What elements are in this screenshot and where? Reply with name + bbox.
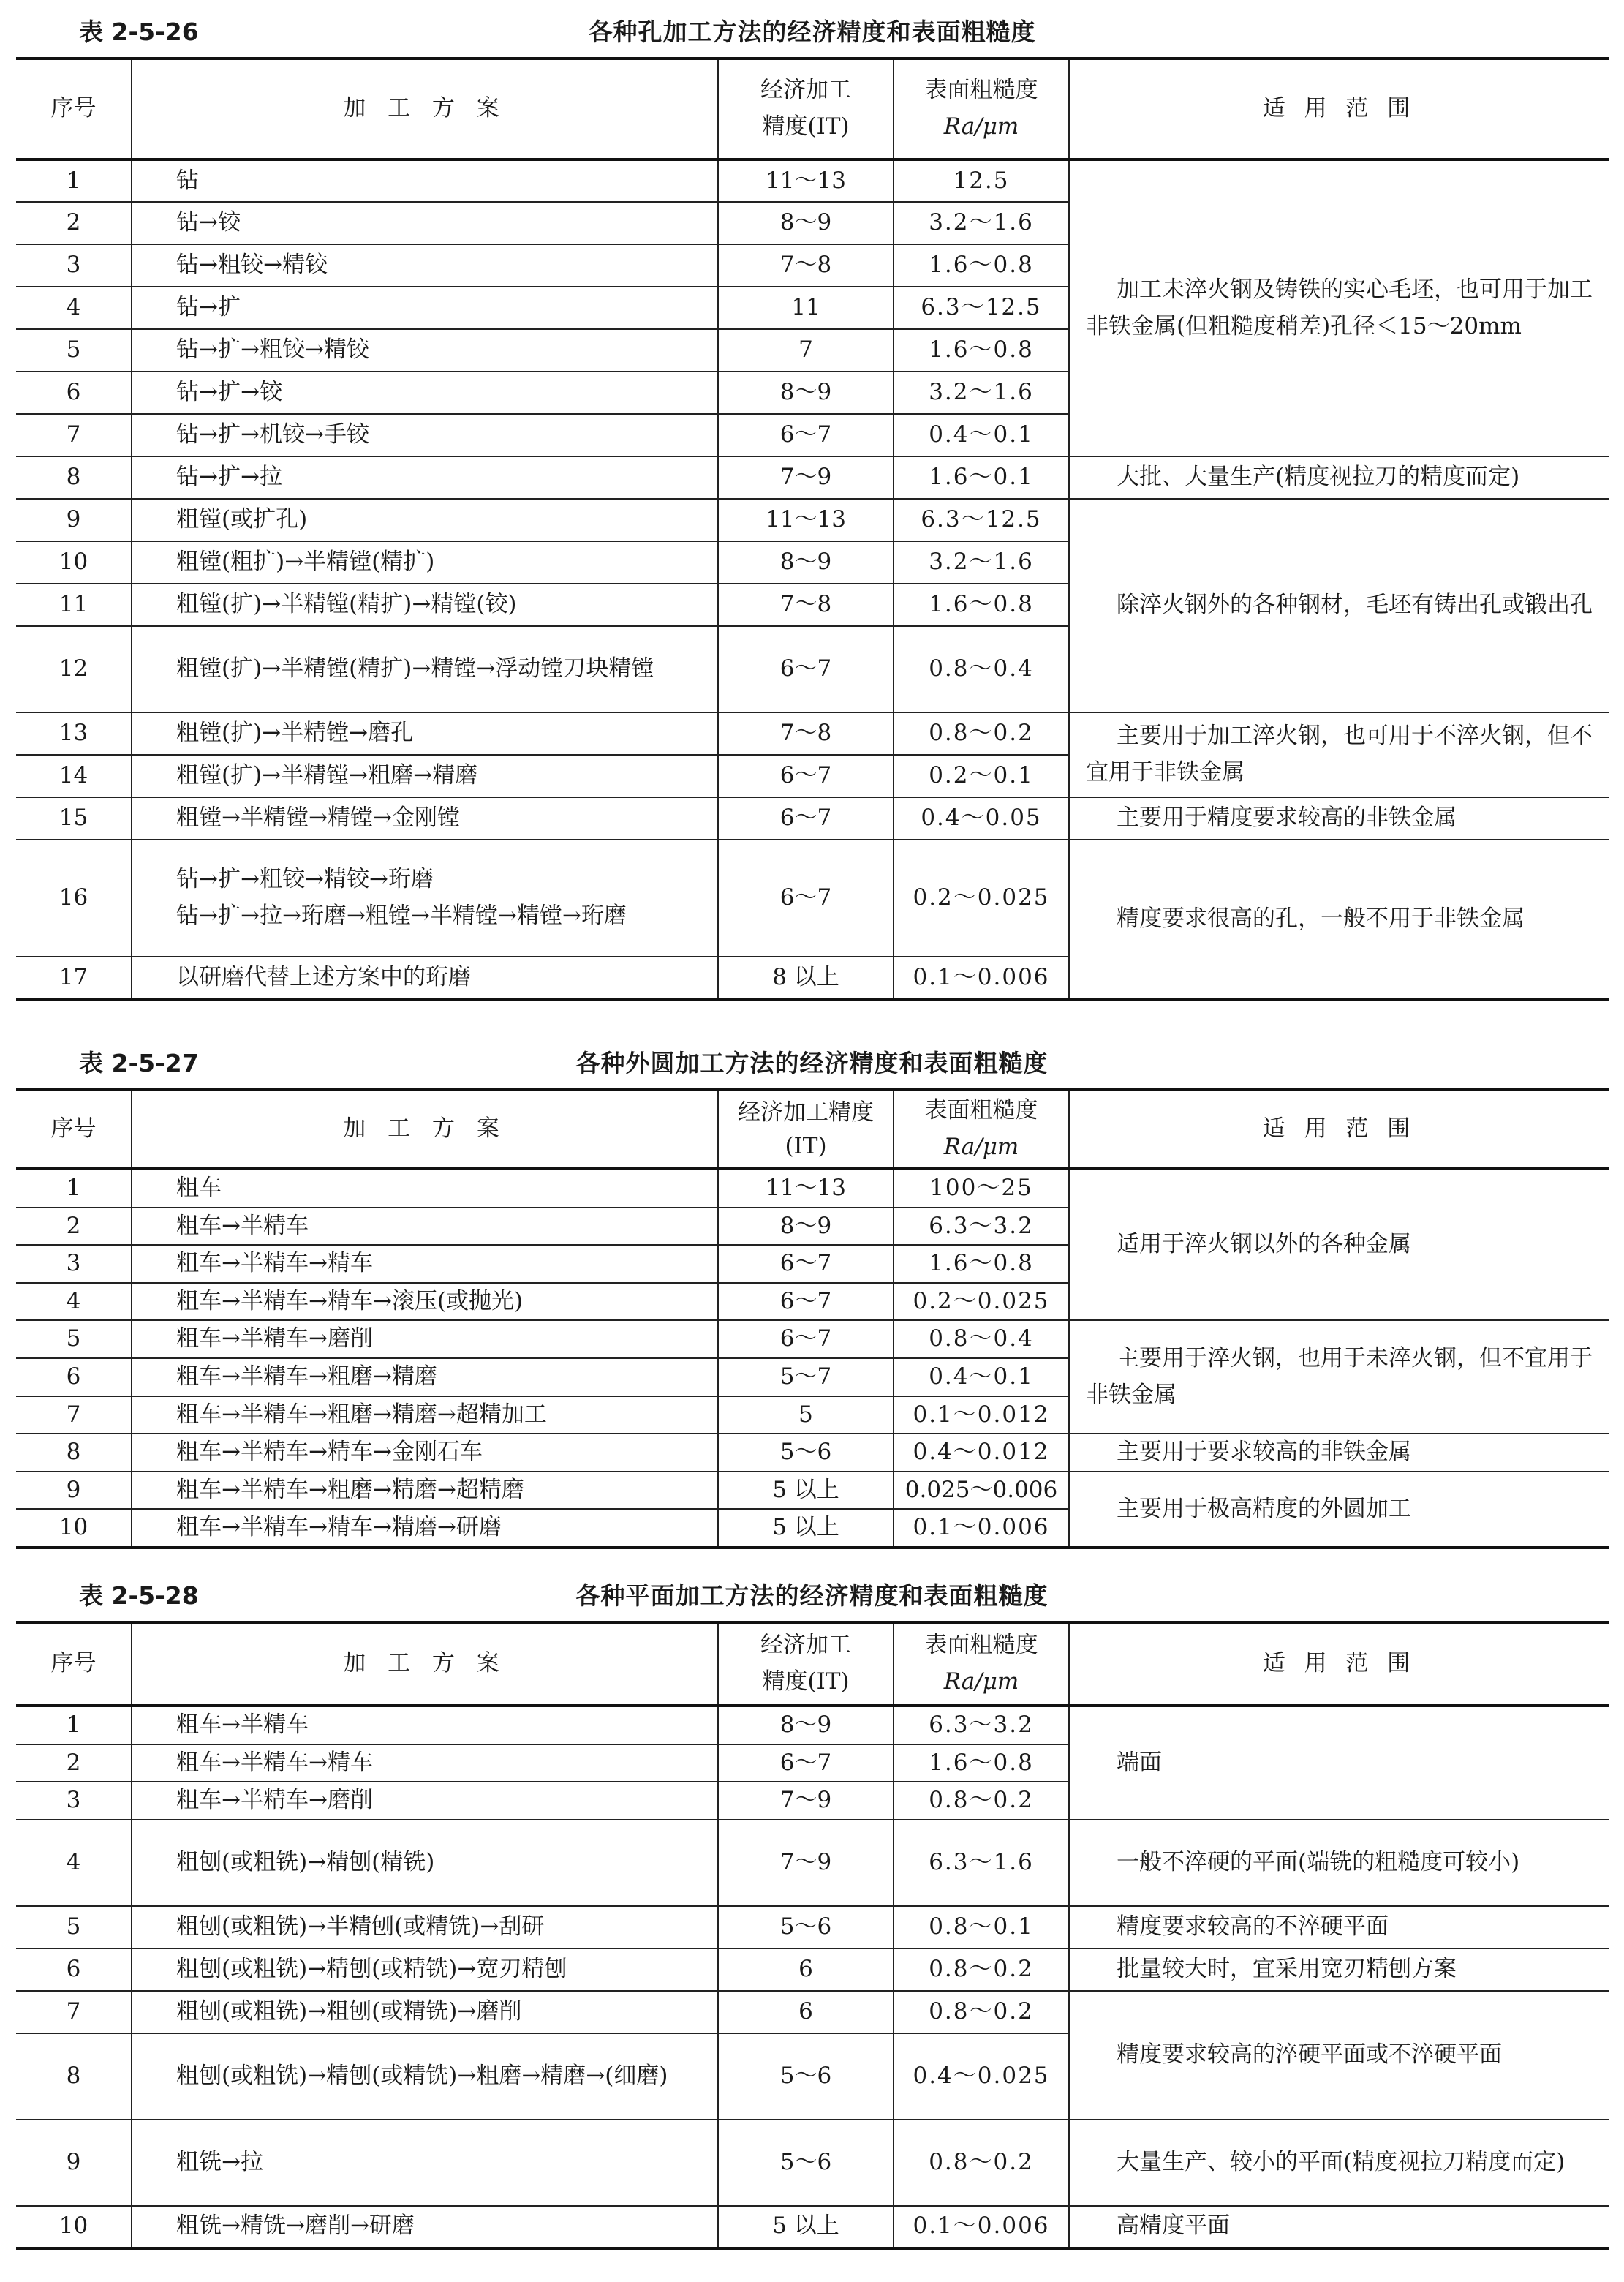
table-row: 5 钻→扩→粗铰→精铰 7 1.6～0.8 [16,329,1609,372]
scope-cell: 一般不淬硬的平面(端铣的粗糙度可较小) [1069,1820,1609,1906]
table-row: 6 钻→扩→铰 8～9 3.2～1.6 [16,372,1609,414]
scope-cell: 精度要求较高的淬硬平面或不淬硬平面 [1069,1991,1609,2120]
table-row: 1 粗车 11～13 100～25 适用于淬火钢以外的各种金属 [16,1169,1609,1208]
header-scope: 适 用 范 围 [1069,59,1609,159]
table-row: 9 粗车→半精车→粗磨→精磨→超精磨 5 以上 0.025～0.006 主要用于极高精度的外圆加工 [16,1472,1609,1510]
table-row: 8 粗刨(或粗铣)→精刨(或精铣)→粗磨→精磨→(细磨) 5～6 0.4～0.025 [16,2033,1609,2120]
table-row: 3 粗车→半精车→精车 6～7 1.6～0.8 [16,1245,1609,1283]
scope-cell: 端面 [1069,1706,1609,1820]
table-row: 12 粗镗(扩)→半精镗(精扩)→精镗→浮动镗刀块精镗 6～7 0.8～0.4 [16,626,1609,712]
table-row: 11 粗镗(扩)→半精镗(精扩)→精镗(铰) 7～8 1.6～0.8 [16,584,1609,626]
table-row: 4 粗刨(或粗铣)→精刨(精铣) 7～9 6.3～1.6 一般不淬硬的平面(端铣的粗糙度可较小) [16,1820,1609,1906]
table-row: 5 粗车→半精车→磨削 6～7 0.8～0.4 主要用于淬火钢，也用于未淬火钢，但不宜用于非铁金属 [16,1320,1609,1358]
table-row: 10 粗车→半精车→精车→精磨→研磨 5 以上 0.1～0.006 [16,1509,1609,1548]
table-row: 17 以研磨代替上述方案中的珩磨 8 以上 0.1～0.006 [16,957,1609,999]
scope-cell: 主要用于极高精度的外圆加工 [1069,1472,1609,1548]
table-row: 10 粗铣→精铣→磨削→研磨 5 以上 0.1～0.006 高精度平面 [16,2206,1609,2248]
scope-cell: 高精度平面 [1069,2206,1609,2248]
header-it: 经济加工 精度(IT) [718,59,894,159]
table-row: 2 钻→铰 8～9 3.2～1.6 [16,202,1609,244]
header-scope: 适 用 范 围 [1069,1090,1609,1169]
table-row: 5 粗刨(或粗铣)→半精刨(或精铣)→刮研 5～6 0.8～0.1 精度要求较高的不淬硬平面 [16,1906,1609,1948]
table-external-round-machining [16,1088,1609,1549]
table-hole-machining [16,57,1609,1001]
header-ra: 表面粗糙度 Ra/μm [894,59,1069,159]
scope-cell: 加工未淬火钢及铸铁的实心毛坯，也可用于加工非铁金属(但粗糙度稍差)孔径＜15～20mm [1069,159,1609,456]
table-caption-2-5-26 [0,10,1624,51]
scope-cell: 主要用于加工淬火钢，也可用于不淬火钢，但不宜用于非铁金属 [1069,712,1609,797]
scope-cell: 除淬火钢外的各种钢材，毛坯有铸出孔或锻出孔 [1069,499,1609,712]
scope-cell: 批量较大时，宜采用宽刃精刨方案 [1069,1948,1609,1991]
table-row: 13 粗镗(扩)→半精镗→磨孔 7～8 0.8～0.2 主要用于加工淬火钢，也可用于不淬火钢，但不宜用于非铁金属 [16,712,1609,755]
table-plane-machining [16,1621,1609,2250]
header-it: 经济加工精度(IT) [718,1090,894,1169]
table-number: 表 2-5-26 [79,18,199,46]
scope-cell: 主要用于要求较高的非铁金属 [1069,1434,1609,1472]
table-row: 1 粗车→半精车 8～9 6.3～3.2 端面 [16,1706,1609,1744]
table-row: 7 粗车→半精车→粗磨→精磨→超精加工 5 0.1～0.012 [16,1396,1609,1434]
table-row: 2 粗车→半精车→精车 6～7 1.6～0.8 [16,1744,1609,1782]
table-row: 7 钻→扩→机铰→手铰 6～7 0.4～0.1 [16,414,1609,456]
header-no: 序号 [16,1622,132,1706]
header-scope: 适 用 范 围 [1069,1622,1609,1706]
header-no: 序号 [16,59,132,159]
header-ra: 表面粗糙度 Ra/μm [894,1622,1069,1706]
scope-cell: 主要用于淬火钢，也用于未淬火钢，但不宜用于非铁金属 [1069,1320,1609,1434]
table-title: 各种平面加工方法的经济精度和表面粗糙度 [575,1581,1049,1610]
table-number: 表 2-5-27 [79,1049,199,1077]
table-title: 各种外圆加工方法的经济精度和表面粗糙度 [575,1049,1049,1077]
header-no: 序号 [16,1090,132,1169]
table-row: 15 粗镗→半精镗→精镗→金刚镗 6～7 0.4～0.05 主要用于精度要求较高的非铁金属 [16,797,1609,840]
table-row: 3 钻→粗铰→精铰 7～8 1.6～0.8 [16,244,1609,287]
table-row: 2 粗车→半精车 8～9 6.3～3.2 [16,1208,1609,1246]
table-row: 7 粗刨(或粗铣)→粗刨(或精铣)→磨削 6 0.8～0.2 精度要求较高的淬硬平面或不淬硬平面 [16,1991,1609,2033]
scope-cell: 精度要求较高的不淬硬平面 [1069,1906,1609,1948]
table-row: 8 粗车→半精车→精车→金刚石车 5～6 0.4～0.012 主要用于要求较高的非铁金属 [16,1434,1609,1472]
scope-cell: 精度要求很高的孔，一般不用于非铁金属 [1069,840,1609,999]
table-row: 6 粗车→半精车→粗磨→精磨 5～7 0.4～0.1 [16,1358,1609,1396]
table-title: 各种孔加工方法的经济精度和表面粗糙度 [588,18,1036,46]
table-row: 8 钻→扩→拉 7～9 1.6～0.1 大批、大量生产(精度视拉刀的精度而定) [16,456,1609,499]
table-row: 10 粗镗(粗扩)→半精镗(精扩) 8～9 3.2～1.6 [16,541,1609,584]
table-row: 14 粗镗(扩)→半精镗→粗磨→精磨 6～7 0.2～0.1 [16,755,1609,797]
scope-cell: 主要用于精度要求较高的非铁金属 [1069,797,1609,840]
header-method: 加 工 方 案 [132,1090,718,1169]
table-row: 4 钻→扩 11 6.3～12.5 [16,287,1609,329]
table-row: 4 粗车→半精车→精车→滚压(或抛光) 6～7 0.2～0.025 [16,1283,1609,1321]
table-row: 1 钻 11～13 12.5 加工未淬火钢及铸铁的实心毛坯，也可用于加工非铁金属(但粗糙度稍差)孔径＜15～20mm [16,159,1609,202]
header-it: 经济加工 精度(IT) [718,1622,894,1706]
scope-cell: 大批、大量生产(精度视拉刀的精度而定) [1069,456,1609,499]
scope-cell: 适用于淬火钢以外的各种金属 [1069,1169,1609,1320]
table-row: 3 粗车→半精车→磨削 7～9 0.8～0.2 [16,1782,1609,1820]
table-row: 9 粗铣→拉 5～6 0.8～0.2 大量生产、较小的平面(精度视拉刀精度而定) [16,2120,1609,2206]
table-row: 16 钻→扩→粗铰→精铰→珩磨 钻→扩→拉→珩磨→粗镗→半精镗→精镗→珩磨 6～7 0.2～0.025 精度要求很高的孔，一般不用于非铁金属 [16,840,1609,957]
header-ra: 表面粗糙度 Ra/μm [894,1090,1069,1169]
table-caption-2-5-28 [0,1574,1624,1615]
table-row: 6 粗刨(或粗铣)→精刨(或精铣)→宽刃精刨 6 0.8～0.2 批量较大时，宜采用宽刃精刨方案 [16,1948,1609,1991]
scope-cell: 大量生产、较小的平面(精度视拉刀精度而定) [1069,2120,1609,2206]
header-method: 加 工 方 案 [132,59,718,159]
header-method: 加 工 方 案 [132,1622,718,1706]
table-row: 9 粗镗(或扩孔) 11～13 6.3～12.5 除淬火钢外的各种钢材，毛坯有铸出孔或锻出孔 [16,499,1609,541]
table-number: 表 2-5-28 [79,1581,199,1610]
table-caption-2-5-27 [0,1042,1624,1082]
